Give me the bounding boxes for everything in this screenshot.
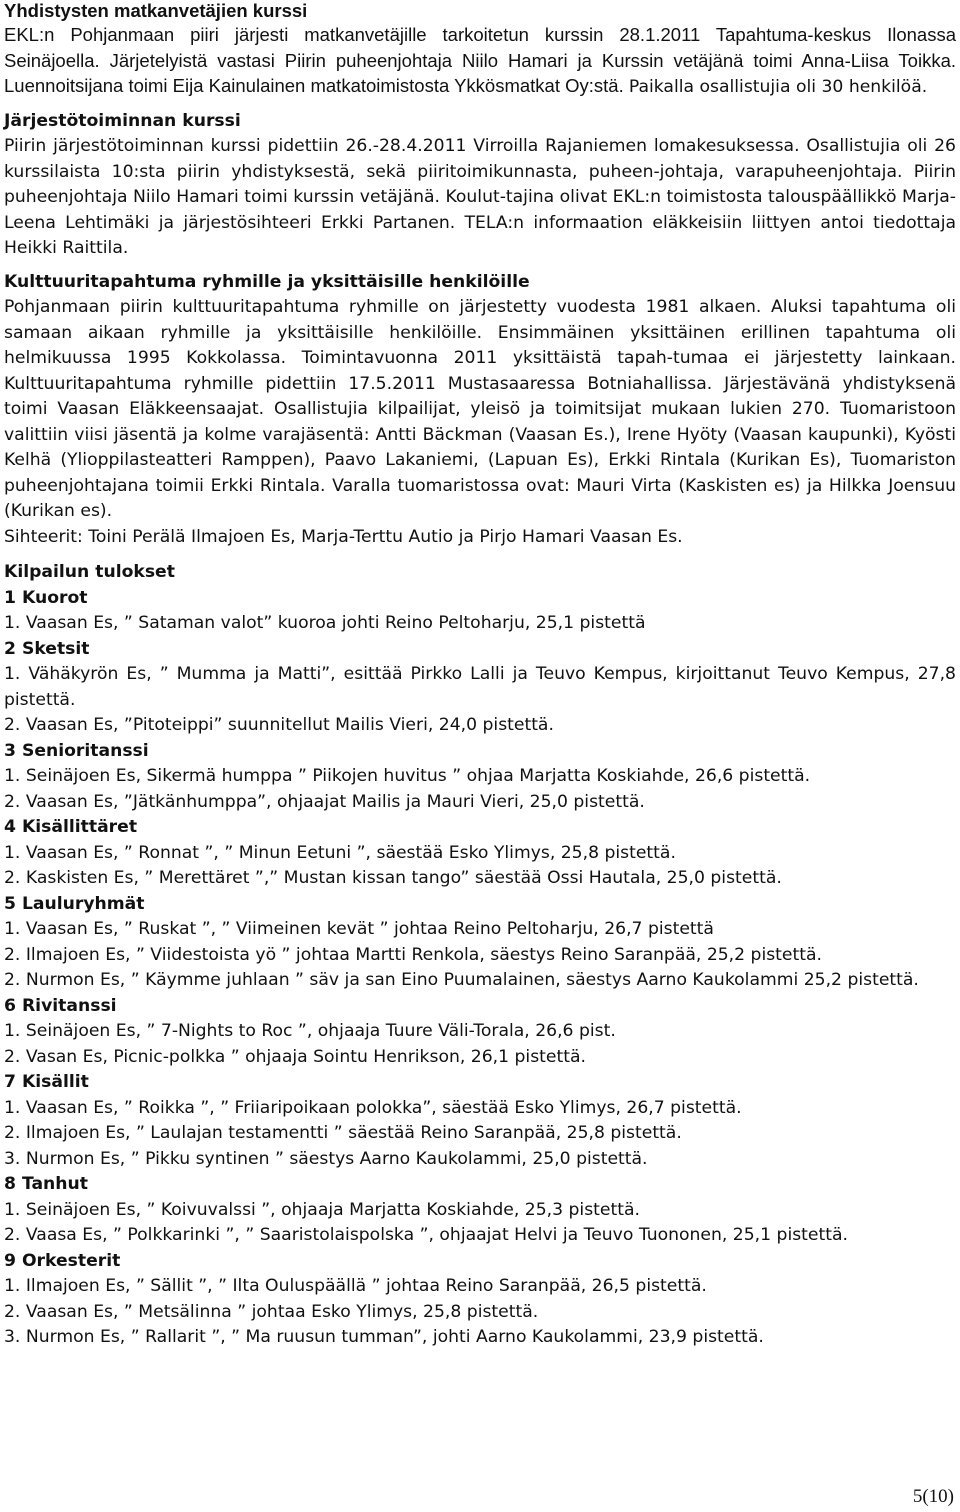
- result-entry: 3. Nurmon Es, ” Pikku syntinen ” säestys Aarno Kaukolammi, 25,0 pistettä.: [4, 1148, 648, 1169]
- results-category-heading: 3 Senioritanssi: [4, 740, 149, 761]
- result-entry: 1. Seinäjoen Es, ” 7-Nights to Roc ”, ohjaaja Tuure Väli-Torala, 26,6 pist.: [4, 1021, 616, 1041]
- document-page: [4, 0, 956, 1351]
- results-category-heading: 7 Kisällit: [4, 1072, 89, 1092]
- result-entry: 2. Nurmon Es, ” Käymme juhlaan ” säv ja san Eino Puumalainen, säestys Aarno Kaukolammi 25,2 pistettä.: [4, 970, 919, 990]
- secretaries-line: Sihteerit: Toini Perälä Ilmajoen Es, Marja-Terttu Autio ja Pirjo Hamari Vaasan Es.: [4, 526, 683, 547]
- result-entry: 2. Ilmajoen Es, ” Viidestoista yö ” johtaa Martti Renkola, säestys Reino Saranpää, 25,2 pistettä.: [4, 944, 822, 965]
- results-category-heading: 6 Rivitanssi: [4, 995, 117, 1016]
- section-heading-results: Kilpailun tulokset: [4, 562, 175, 582]
- culture-event-paragraph: Pohjanmaan piirin kulttuuritapahtuma ryhmille on järjestetty vuodesta 1981 alkaen. Aluksi tapahtuma oli samaan aikaan ryhmille ja yksittäisille henkilöille. Ensimmäinen yksittäinen erillinen tapahtuma oli helmikuussa 1995 Kokkolassa. Toimintavuonna 2011 yksittäistä tapah-tumaa ei järjestetty lainkaan. Kulttuuritapahtuma ryhmille pidettiin 17.5.2011 Mustasaaressa Botniahallissa. Järjestävänä yhdistyksenä toimi Vaasan Eläkkeensaajat. Osallistujia kilpailijat, yleisö ja toimitsijat mukaan lukien 270. Tuomaristoon valittiin viisi jäsentä ja kolme varajäsentä: Antti Bäckman (Vaasan Es.), Irene Hyöty (Vaasan kaupunki), Kyösti Kelhä (Ylioppilasteatteri Ramppen), Paavo Lakaniemi, (Lapuan Es), Erkki Rintala (Kurikan Es), Tuomariston puheenjohtajana toimii Erkki Rintala. Varalla tuomaristossa ovat: Mauri Virta (Kaskisten es) ja Hilkka Joensuu (Kurikan es).: [4, 297, 956, 521]
- travel-leaders-text: EKL:n Pohjanmaan piiri järjesti matkanvetäjille tarkoitetun kurssin 28.1.2011 Tapahtuma-keskus Ilonassa Seinäjoella. Järjetelyistä vastasi Piirin puheenjohtaja Niilo Hamari ja Kurssin vetäjänä toimi Anna-Liisa Toikka. Luennoitsijana toimi Eija Kainulainen matkatoimistosta Ykkösmatkat Oy:stä.: [4, 24, 956, 96]
- section-heading-organization-course: Järjestötoiminnan kurssi: [4, 110, 241, 131]
- travel-leaders-text-tail: Paikalla osallistujia oli 30 henkilöä.: [628, 77, 928, 97]
- results-category-heading: 9 Orkesterit: [4, 1250, 121, 1271]
- section-heading-culture-event: Kulttuuritapahtuma ryhmille ja yksittäisille henkilöille: [4, 271, 530, 292]
- travel-leaders-paragraph: [4, 22, 956, 101]
- organization-course-paragraph: Piirin järjestötoiminnan kurssi pidettiin 26.-28.4.2011 Virroilla Rajaniemen lomakesuksessa. Osallistujia oli 26 kurssilaista 10:sta piirin yhdistyksestä, sekä piiritoimikunnasta, puheen-johtaja, varapuheenjohtaja. Piirin puheenjohtaja Niilo Hamari toimi kurssin vetäjänä. Koulut-tajina olivat EKL:n toimistosta talouspäällikkö Marja-Leena Lehtimäki ja järjestösihteeri Erkki Partanen. TELA:n informaation eläkkeisiin liittyen antoi tiedottaja Heikki Raittila.: [4, 136, 956, 258]
- result-entry: 1. Vaasan Es, ” Ronnat ”, ” Minun Eetuni ”, säestää Esko Ylimys, 25,8 pistettä.: [4, 842, 676, 863]
- result-entry: 2. Vaasan Es, ” Metsälinna ” johtaa Esko Ylimys, 25,8 pistettä.: [4, 1301, 539, 1322]
- results-category-heading: 8 Tanhut: [4, 1174, 88, 1194]
- result-entry: 1. Vähäkyrön Es, ” Mumma ja Matti”, esittää Pirkko Lalli ja Teuvo Kempus, kirjoittanut Teuvo Kempus, 27,8 pistettä.: [4, 664, 956, 710]
- result-entry: 2. Vaasan Es, ”Pitoteippi” suunnitellut Mailis Vieri, 24,0 pistettä.: [4, 715, 554, 735]
- result-entry: 2. Vaasan Es, ”Jätkänhumppa”, ohjaajat Mailis ja Mauri Vieri, 25,0 pistettä.: [4, 791, 645, 812]
- section-heading-travel-leaders: Yhdistysten matkanvetäjien kurssi: [4, 0, 308, 21]
- result-entry: 1. Vaasan Es, ” Ruskat ”, ” Viimeinen kevät ” johtaa Reino Peltoharju, 26,7 pistettä: [4, 919, 714, 939]
- results-category-heading: 4 Kisällittäret: [4, 817, 138, 837]
- page-number: 5(10): [912, 1486, 954, 1507]
- results-category-heading: 5 Lauluryhmät: [4, 893, 145, 914]
- result-entry: 1. Vaasan Es, ” Sataman valot” kuoroa johti Reino Peltoharju, 25,1 pistettä: [4, 613, 646, 633]
- result-entry: 2. Ilmajoen Es, ” Laulajan testamentti ” säestää Reino Saranpää, 25,8 pistettä.: [4, 1123, 682, 1143]
- result-entry: 2. Kaskisten Es, ” Merettäret ”,” Mustan kissan tango” säestää Ossi Hautala, 25,0 pistettä.: [4, 868, 782, 888]
- result-entry: 2. Vasan Es, Picnic-polkka ” ohjaaja Sointu Henrikson, 26,1 pistettä.: [4, 1046, 586, 1067]
- result-entry: 1. Seinäjoen Es, Sikermä humppa ” Piikojen huvitus ” ohjaa Marjatta Koskiahde, 26,6 pistettä.: [4, 766, 811, 786]
- results-list: [4, 586, 956, 1351]
- result-entry: 2. Vaasa Es, ” Polkkarinki ”, ” Saaristolaispolska ”, ohjaajat Helvi ja Teuvo Tuononen, 25,1 pistettä.: [4, 1225, 848, 1245]
- results-category-heading: 1 Kuorot: [4, 587, 88, 608]
- result-entry: 3. Nurmon Es, ” Rallarit ”, ” Ma ruusun tumman”, johti Aarno Kaukolammi, 23,9 pistettä.: [4, 1327, 764, 1347]
- results-category-heading: 2 Sketsit: [4, 638, 90, 659]
- result-entry: 1. Ilmajoen Es, ” Sällit ”, ” Ilta Ouluspäällä ” johtaa Reino Saranpää, 26,5 pistettä.: [4, 1276, 707, 1296]
- result-entry: 1. Seinäjoen Es, ” Koivuvalssi ”, ohjaaja Marjatta Koskiahde, 25,3 pistettä.: [4, 1199, 640, 1220]
- result-entry: 1. Vaasan Es, ” Roikka ”, ” Friiaripoikaan polokka”, säestää Esko Ylimys, 26,7 pistettä.: [4, 1097, 742, 1118]
